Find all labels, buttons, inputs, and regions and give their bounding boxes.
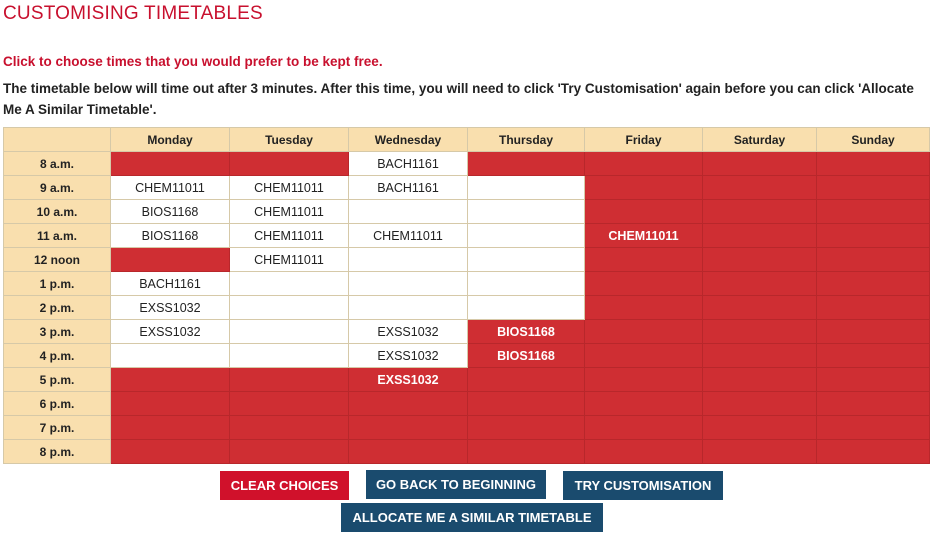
timetable-slot-wednesday[interactable]	[349, 296, 468, 320]
time-label: 5 p.m.	[4, 368, 111, 392]
timetable-slot-wednesday[interactable]	[349, 392, 468, 416]
timetable-row	[4, 416, 930, 440]
timetable-slot-monday[interactable]	[111, 152, 230, 176]
timetable-slot-friday[interactable]	[585, 344, 703, 368]
timetable-slot-saturday[interactable]	[703, 416, 817, 440]
go-back-to-beginning-button[interactable]: GO BACK TO BEGINNING	[366, 470, 546, 499]
timetable-slot-tuesday[interactable]: CHEM11011	[230, 248, 349, 272]
timeout-note: The timetable below will time out after 3 minutes. After this time, you will need to click 'Try Customisation' again before you can click 'Allocate Me A Similar Timetable'.	[3, 81, 914, 117]
timetable-slot-monday[interactable]: BIOS1168	[111, 224, 230, 248]
timetable-slot-sunday[interactable]	[817, 224, 930, 248]
time-label: 11 a.m.	[4, 224, 111, 248]
time-label: 12 noon	[4, 248, 111, 272]
timetable-slot-friday[interactable]: CHEM11011	[585, 224, 703, 248]
timetable-slot-thursday[interactable]	[468, 176, 585, 200]
timetable-slot-tuesday[interactable]	[230, 440, 349, 464]
timetable-slot-monday[interactable]	[111, 416, 230, 440]
timetable-body	[4, 152, 930, 464]
timetable-slot-wednesday[interactable]: EXSS1032	[349, 320, 468, 344]
timetable-slot-monday[interactable]: BACH1161	[111, 272, 230, 296]
timetable-slot-thursday[interactable]: BIOS1168	[468, 320, 585, 344]
day-header-tuesday: Tuesday	[230, 128, 349, 152]
day-header-saturday: Saturday	[703, 128, 817, 152]
timetable-slot-thursday[interactable]	[468, 200, 585, 224]
timetable-slot-saturday[interactable]	[703, 200, 817, 224]
timetable-row	[4, 296, 930, 320]
timetable-slot-sunday[interactable]	[817, 344, 930, 368]
timetable-slot-thursday[interactable]	[468, 368, 585, 392]
timetable-slot-tuesday[interactable]	[230, 368, 349, 392]
timetable-row	[4, 152, 930, 176]
time-label: 4 p.m.	[4, 344, 111, 368]
try-customisation-button[interactable]: TRY CUSTOMISATION	[563, 471, 723, 500]
timetable-slot-friday[interactable]	[585, 392, 703, 416]
timetable-slot-monday[interactable]: BIOS1168	[111, 200, 230, 224]
timetable-row	[4, 368, 930, 392]
timetable-slot-monday[interactable]	[111, 344, 230, 368]
timetable-slot-friday[interactable]	[585, 320, 703, 344]
timetable-slot-sunday[interactable]	[817, 368, 930, 392]
day-header-sunday: Sunday	[817, 128, 930, 152]
timetable-slot-friday[interactable]	[585, 248, 703, 272]
timetable-slot-tuesday[interactable]	[230, 152, 349, 176]
day-header-monday: Monday	[111, 128, 230, 152]
timetable-row	[4, 440, 930, 464]
timetable-slot-wednesday[interactable]: EXSS1032	[349, 344, 468, 368]
timetable-row	[4, 200, 930, 224]
timetable-slot-sunday[interactable]	[817, 176, 930, 200]
timetable-slot-tuesday[interactable]	[230, 416, 349, 440]
timetable-slot-friday[interactable]	[585, 368, 703, 392]
timetable-slot-friday[interactable]	[585, 440, 703, 464]
timetable-slot-monday[interactable]	[111, 392, 230, 416]
timetable-slot-friday[interactable]	[585, 176, 703, 200]
day-header-thursday: Thursday	[468, 128, 585, 152]
timetable-row	[4, 248, 930, 272]
time-label: 1 p.m.	[4, 272, 111, 296]
timetable-slot-thursday[interactable]: BIOS1168	[468, 344, 585, 368]
timetable-slot-sunday[interactable]	[817, 272, 930, 296]
timetable-slot-sunday[interactable]	[817, 416, 930, 440]
timetable-slot-sunday[interactable]	[817, 152, 930, 176]
timetable-slot-tuesday[interactable]	[230, 320, 349, 344]
time-label: 8 p.m.	[4, 440, 111, 464]
timetable-slot-monday[interactable]: EXSS1032	[111, 320, 230, 344]
timetable-slot-tuesday[interactable]	[230, 344, 349, 368]
timetable-slot-saturday[interactable]	[703, 392, 817, 416]
time-label: 6 p.m.	[4, 392, 111, 416]
timetable-slot-wednesday[interactable]	[349, 272, 468, 296]
timetable-slot-friday[interactable]	[585, 200, 703, 224]
timetable-slot-sunday[interactable]	[817, 248, 930, 272]
timetable-row	[4, 272, 930, 296]
timetable-slot-tuesday[interactable]	[230, 392, 349, 416]
timetable-slot-thursday[interactable]	[468, 224, 585, 248]
allocate-similar-timetable-button[interactable]: ALLOCATE ME A SIMILAR TIMETABLE	[341, 503, 603, 532]
timetable-slot-thursday[interactable]	[468, 272, 585, 296]
timetable-slot-saturday[interactable]	[703, 224, 817, 248]
timetable-slot-saturday[interactable]	[703, 320, 817, 344]
time-label: 9 a.m.	[4, 176, 111, 200]
timetable-slot-friday[interactable]	[585, 272, 703, 296]
timetable-grid	[3, 127, 930, 464]
timetable-slot-monday[interactable]	[111, 440, 230, 464]
page-title: CUSTOMISING TIMETABLES	[3, 3, 263, 24]
timetable-slot-tuesday[interactable]: CHEM11011	[230, 176, 349, 200]
timetable-slot-saturday[interactable]	[703, 296, 817, 320]
timetable-slot-monday[interactable]	[111, 248, 230, 272]
timetable-slot-sunday[interactable]	[817, 296, 930, 320]
time-label: 3 p.m.	[4, 320, 111, 344]
timetable-slot-wednesday[interactable]: EXSS1032	[349, 368, 468, 392]
timetable-slot-saturday[interactable]	[703, 344, 817, 368]
timetable-slot-friday[interactable]	[585, 152, 703, 176]
timetable-slot-tuesday[interactable]	[230, 272, 349, 296]
time-label: 7 p.m.	[4, 416, 111, 440]
timetable-slot-sunday[interactable]	[817, 200, 930, 224]
timetable-slot-saturday[interactable]	[703, 176, 817, 200]
timetable-slot-sunday[interactable]	[817, 392, 930, 416]
timetable-slot-monday[interactable]: CHEM11011	[111, 176, 230, 200]
timetable-slot-thursday[interactable]	[468, 296, 585, 320]
timetable-slot-wednesday[interactable]: BACH1161	[349, 176, 468, 200]
timetable-header-row	[4, 128, 930, 152]
timetable-slot-monday[interactable]	[111, 368, 230, 392]
timetable-slot-friday[interactable]	[585, 416, 703, 440]
timetable-slot-sunday[interactable]	[817, 320, 930, 344]
timetable-slot-tuesday[interactable]	[230, 296, 349, 320]
timetable-slot-saturday[interactable]	[703, 272, 817, 296]
timetable-slot-saturday[interactable]	[703, 152, 817, 176]
timetable-slot-thursday[interactable]	[468, 248, 585, 272]
timetable-slot-tuesday[interactable]: CHEM11011	[230, 200, 349, 224]
timetable-slot-wednesday[interactable]	[349, 440, 468, 464]
day-header-friday: Friday	[585, 128, 703, 152]
clear-choices-button[interactable]: CLEAR CHOICES	[220, 471, 349, 500]
timetable-slot-wednesday[interactable]	[349, 200, 468, 224]
timetable-row	[4, 224, 930, 248]
timetable-slot-saturday[interactable]	[703, 440, 817, 464]
timetable-slot-thursday[interactable]	[468, 152, 585, 176]
time-label: 2 p.m.	[4, 296, 111, 320]
timetable-slot-sunday[interactable]	[817, 440, 930, 464]
timetable-row	[4, 344, 930, 368]
timetable-slot-friday[interactable]	[585, 296, 703, 320]
timetable-slot-wednesday[interactable]: BACH1161	[349, 152, 468, 176]
timetable-slot-thursday[interactable]	[468, 440, 585, 464]
corner-cell	[4, 128, 111, 152]
timetable-slot-thursday[interactable]	[468, 416, 585, 440]
timetable-row	[4, 320, 930, 344]
timetable-slot-wednesday[interactable]	[349, 248, 468, 272]
timetable-slot-wednesday[interactable]: CHEM11011	[349, 224, 468, 248]
time-label: 8 a.m.	[4, 152, 111, 176]
timetable-slot-saturday[interactable]	[703, 248, 817, 272]
timetable-slot-saturday[interactable]	[703, 368, 817, 392]
day-header-wednesday: Wednesday	[349, 128, 468, 152]
instruction-text: Click to choose times that you would prefer to be kept free.	[3, 54, 383, 69]
timetable-slot-wednesday[interactable]	[349, 416, 468, 440]
time-label: 10 a.m.	[4, 200, 111, 224]
timetable-slot-tuesday[interactable]: CHEM11011	[230, 224, 349, 248]
timetable-row	[4, 176, 930, 200]
timetable-slot-thursday[interactable]	[468, 392, 585, 416]
timetable-row	[4, 392, 930, 416]
timetable-slot-monday[interactable]: EXSS1032	[111, 296, 230, 320]
